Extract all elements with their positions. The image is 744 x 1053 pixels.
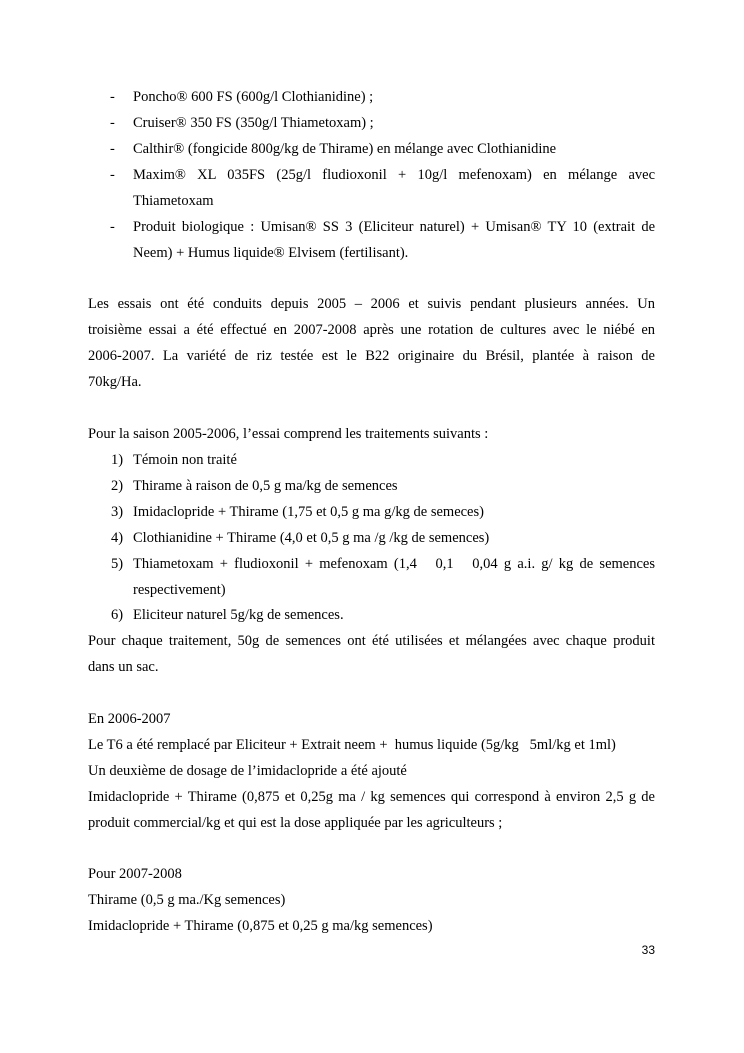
list-item: Calthir® (fongicide 800g/kg de Thirame) en mélange avec Clothianidine	[133, 141, 557, 157]
page-number: 33	[641, 943, 655, 957]
list-number: 2)	[111, 478, 124, 494]
list-item-continuation: respectivement)	[133, 582, 226, 598]
list-number: 1)	[111, 452, 124, 468]
list-number: 6)	[111, 607, 124, 623]
paragraph-line: Pour chaque traitement, 50g de semences ont été utilisées et mélangées avec chaque produit	[88, 633, 655, 649]
list-number: 4)	[111, 530, 124, 546]
list-item: Produit biologique : Umisan® SS 3 (Eliciteur naturel) + Umisan® TY 10 (extrait de	[133, 219, 655, 235]
paragraph-line: Imidaclopride + Thirame (0,875 et 0,25 g ma/kg semences)	[88, 918, 433, 934]
list-item: Clothianidine + Thirame (4,0 et 0,5 g ma /g /kg de semences)	[133, 530, 490, 546]
season-intro: Pour la saison 2005-2006, l’essai comprend les traitements suivants :	[88, 426, 489, 442]
list-bullet: -	[110, 167, 115, 183]
paragraph-line: troisième essai a été effectué en 2007-2008 après une rotation de cultures avec le niébé en	[88, 322, 655, 338]
paragraph-line: Le T6 a été remplacé par Eliciteur + Extrait neem + humus liquide (5g/kg 5ml/kg et 1ml)	[88, 737, 616, 753]
section-heading-2007: Pour 2007-2008	[88, 866, 182, 882]
list-bullet: -	[110, 219, 115, 235]
paragraph-line: Thirame (0,5 g ma./Kg semences)	[88, 892, 286, 908]
paragraph-line: Imidaclopride + Thirame (0,875 et 0,25g ma / kg semences qui correspond à environ 2,5 g de	[88, 789, 655, 805]
list-item: Eliciteur naturel 5g/kg de semences.	[133, 607, 344, 623]
paragraph-line: Un deuxième de dosage de l’imidaclopride a été ajouté	[88, 763, 407, 779]
list-item: Maxim® XL 035FS (25g/l fludioxonil + 10g/l mefenoxam) en mélange avec	[133, 167, 655, 183]
paragraph-line: 70kg/Ha.	[88, 374, 142, 390]
list-item: Thiametoxam + fludioxonil + mefenoxam (1,4 0,1 0,04 g a.i. g/ kg de semences	[133, 556, 655, 572]
list-bullet: -	[110, 115, 115, 131]
list-item-continuation: Neem) + Humus liquide® Elvisem (fertilisant).	[133, 245, 409, 261]
list-item: Témoin non traité	[133, 452, 237, 468]
list-bullet: -	[110, 141, 115, 157]
list-bullet: -	[110, 89, 115, 105]
list-number: 3)	[111, 504, 124, 520]
section-heading-2006: En 2006-2007	[88, 711, 171, 727]
list-item: Poncho® 600 FS (600g/l Clothianidine) ;	[133, 89, 374, 105]
list-item-continuation: Thiametoxam	[133, 193, 214, 209]
list-item: Cruiser® 350 FS (350g/l Thiametoxam) ;	[133, 115, 374, 131]
paragraph-line: Les essais ont été conduits depuis 2005 – 2006 et suivis pendant plusieurs années. Un	[88, 296, 655, 312]
list-number: 5)	[111, 556, 124, 572]
paragraph-line: dans un sac.	[88, 659, 159, 675]
list-item: Imidaclopride + Thirame (1,75 et 0,5 g ma g/kg de semeces)	[133, 504, 484, 520]
list-item: Thirame à raison de 0,5 g ma/kg de semences	[133, 478, 398, 494]
paragraph-line: 2006-2007. La variété de riz testée est le B22 originaire du Brésil, plantée à raison de	[88, 348, 655, 364]
paragraph-line: produit commercial/kg et qui est la dose appliquée par les agriculteurs ;	[88, 815, 503, 831]
